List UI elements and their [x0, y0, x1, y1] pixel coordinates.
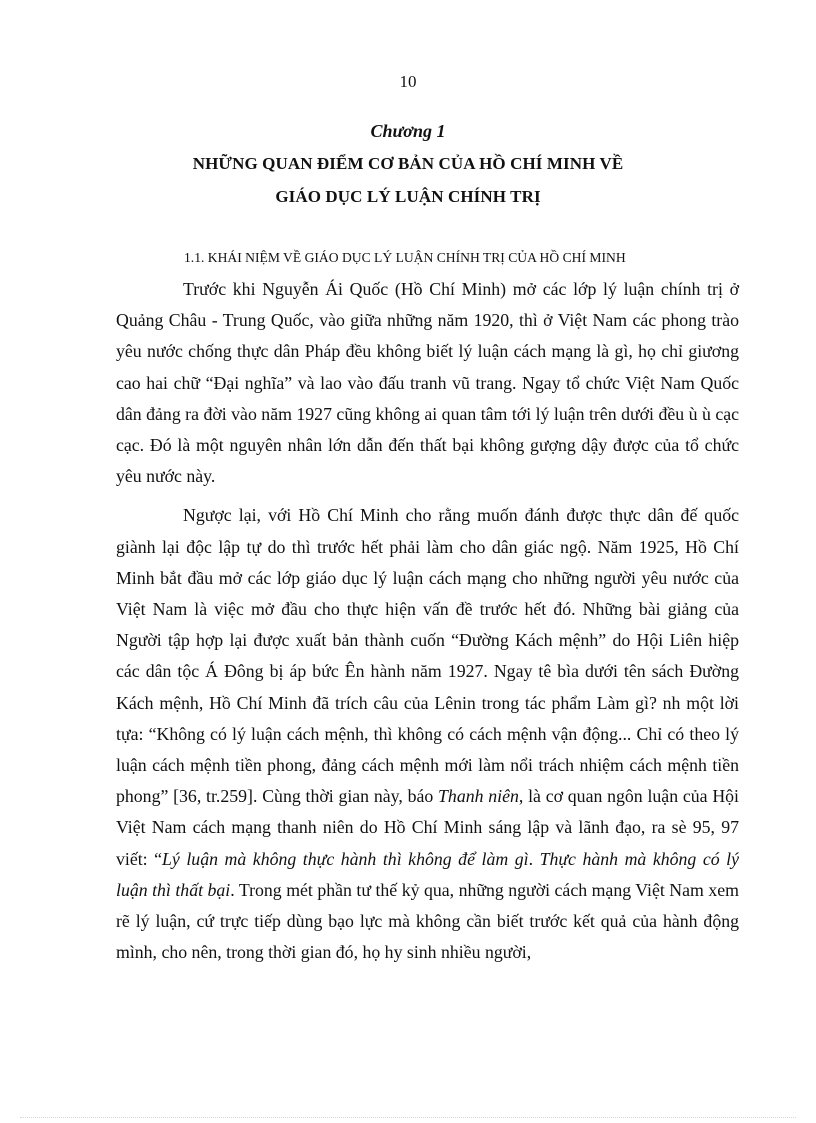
paragraph-2-part-4: . Trong mét phần tư thế kỷ qua, những người cách mạng Việt Nam xem rẽ lý luận, cứ trực tiếp dùng bạo lực mà không cần biết trước kết quả của hành động mình, cho nên, trong thời gian đó, họ hy sinh nhiều người,: [116, 879, 739, 963]
body-text: [116, 274, 739, 968]
paragraph-2-part-2: , là cơ quan ngôn luận của Hội Việt Nam cách mạng thanh niên do Hồ Chí Minh sáng lập và lãnh đạo, ra sè 95, 97 viết: “: [116, 786, 739, 869]
section-heading: 1.1. KHÁI NIỆM VỀ GIÁO DỤC LÝ LUẬN CHÍNH TRỊ CỦA HỒ CHÍ MINH: [184, 250, 626, 265]
chapter-title-line-2: GIÁO DỤC LÝ LUẬN CHÍNH TRỊ: [275, 187, 541, 206]
quote-2: Thực hành mà không có lý luận thì thất bại: [116, 848, 740, 900]
paragraph-1: Trước khi Nguyễn Ái Quốc (Hồ Chí Minh) mở các lớp lý luận chính trị ở Quảng Châu - Trung Quốc, vào giữa những năm 1920, thì ở Việt Nam các phong trào yêu nước chống thực dân Pháp đều không biết lý luận cách mạng là gì, họ chỉ giương cao hai chữ “Đại nghĩa” và lao vào đấu tranh vũ trang. Ngay tổ chức Việt Nam Quốc dân đảng ra đời vào năm 1927 cũng không ai quan tâm tới lý luận trên dưới đều ù ù cạc cạc. Đó là một nguyên nhân lớn dẫn đến thất bại không gượng dậy được của tổ chức yêu nước này.: [116, 279, 739, 487]
paragraph-2-part-3: .: [528, 848, 540, 869]
quote-1: Lý luận mà không thực hành thì không để làm gì: [162, 848, 529, 869]
newspaper-name: Thanh niên: [438, 786, 519, 807]
chapter-label: Chương 1: [370, 121, 446, 141]
chapter-title-line-1: NHỮNG QUAN ĐIỂM CƠ BẢN CỦA HỒ CHÍ MINH VỀ: [192, 154, 624, 173]
paragraph-2-part-1: Ngược lại, với Hồ Chí Minh cho rằng muốn đánh được thực dân đế quốc giành lại độc lập tự do thì trước hết phải làm cho dân giác ngộ. Năm 1925, Hồ Chí Minh bắt đầu mở các lớp giáo dục lý luận cách mạng cho những người yêu nước của Việt Nam là việc mở đầu cho thực hiện vấn đề trước hết đó. Những bài giảng của Người tập hợp lại được xuất bản thành cuốn “Đường Kách mệnh” do Hội Liên hiệp các dân tộc Á Đông bị áp bức Ên hành năm 1927. Ngay tê bìa dưới tên sách Đường Kách mệnh, Hồ Chí Minh đã trích câu của Lênin trong tác phẩm Làm gì? nh một lời tựa: “Không có lý luận cách mệnh, thì không có cách mệnh vận động... Chỉ có theo lý luận cách mệnh tiền phong, đảng cách mệnh mới làm nổi trách nhiệm cách mệnh tiền phong” [36, tr.259]. Cùng thời gian này, báo: [116, 505, 739, 807]
paragraph-2: [116, 500, 739, 968]
page-bottom-divider: [20, 1117, 796, 1118]
page-number: 10: [399, 72, 417, 91]
